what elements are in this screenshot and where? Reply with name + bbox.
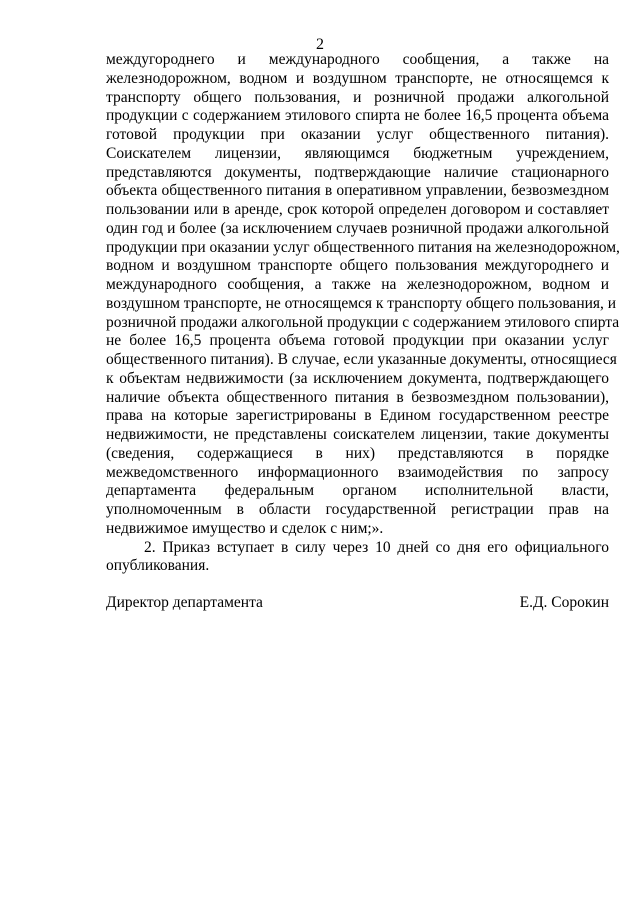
text-line: департамента федеральным органом исполнительной власти, <box>106 482 609 500</box>
text-line: не более 16,5 процента объема готовой продукции при оказании услуг <box>106 332 609 350</box>
text-line: междугороднего и международного сообщения, а также на <box>106 51 609 68</box>
text-line: уполномоченным в области государственной регистрации прав на <box>106 501 609 518</box>
paragraph-2 <box>106 539 609 577</box>
paragraph-1 <box>106 51 620 539</box>
signatory-name: Е.Д. Сорокин <box>519 594 609 611</box>
signature-block <box>106 594 609 612</box>
text-line: международного сообщения, а также на железнодорожном, водном и <box>106 276 609 293</box>
text-line: железнодорожном, водном и воздушном транспорте, не относящемся к <box>106 69 609 87</box>
text-line: продукции с содержанием этилового спирта не более 16,5 процента объема <box>106 107 609 125</box>
text-line: водном и воздушном транспорте общего пользования междугороднего и <box>106 257 609 275</box>
page-number: 2 <box>316 36 324 53</box>
text-line: готовой продукции при оказании услуг общественного питания). <box>106 126 609 143</box>
text-line: наличие объекта общественного питания в безвозмездном пользовании), <box>106 388 609 406</box>
text-line: общественного питания). В случае, если указанные документы, относящиеся <box>106 351 617 368</box>
text-line: права на которые зарегистрированы в Едином государственном реестре <box>106 407 609 425</box>
signatory-position: Директор департамента <box>106 594 263 611</box>
text-line: к объектам недвижимости (за исключением документа, подтверждающего <box>106 369 609 387</box>
text-line: один год и более (за исключением случаев розничной продажи алкогольной <box>106 219 609 237</box>
text-line: межведомственного информационного взаимодействия по запросу <box>106 463 609 481</box>
text-line: пользовании или в аренде, срок которой определен договором и составляет <box>106 201 609 218</box>
text-line: объекта общественного питания в оперативном управлении, безвозмездном <box>106 182 609 200</box>
text-line: представляются документы, подтверждающие наличие стационарного <box>106 163 609 181</box>
document-body <box>106 51 620 576</box>
text-line: воздушном транспорте, не относящемся к транспорту общего пользования, и <box>106 294 617 312</box>
text-line: 2. Приказ вступает в силу через 10 дней со дня его официального <box>144 538 609 556</box>
text-line: транспорту общего пользования, и розничной продажи алкогольной <box>106 88 609 106</box>
text-line: недвижимое имущество и сделок с ним;». <box>106 519 384 537</box>
text-line: опубликования. <box>106 557 210 575</box>
text-line: Соискателем лицензии, являющимся бюджетным учреждением, <box>106 144 609 162</box>
text-line: недвижимости, не представлены соискателем лицензии, такие документы <box>106 426 609 443</box>
text-line: продукции при оказании услуг общественного питания на железнодорожном, <box>106 238 620 256</box>
text-line: (сведения, содержащиеся в них) представляются в порядке <box>106 444 609 462</box>
text-line: розничной продажи алкогольной продукции с содержанием этилового спирта <box>106 313 620 331</box>
